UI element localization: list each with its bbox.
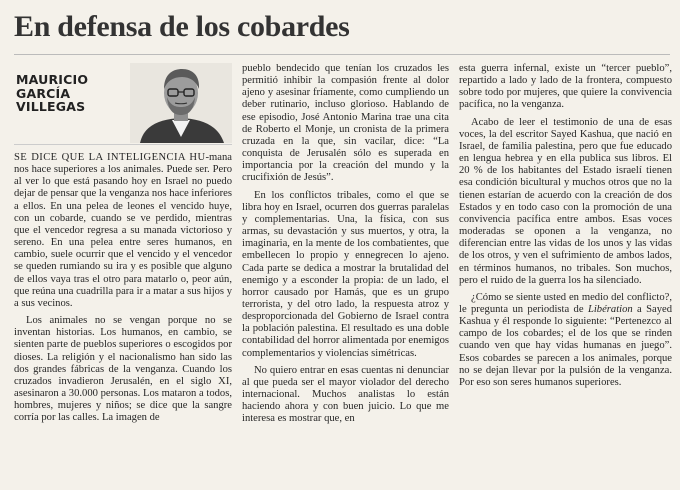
title-divider [14,54,670,55]
byline [14,63,232,145]
paragraph: pueblo bendecido que tenían los cruzados les permitió inhibir la compasión frente al dolor ajeno y asesinar fríamente, como cumpliendo un deber rutinario, incluso glorioso. Hablando de ese episodio, José Antonio Marina trae una cita de Roberto el Monje, un cronista de la primera cruzada en la que, sin vacilar, dice: “La conquista de Jerusalén sólo es superada en importancia por la creación del mundo y la crucifixión de Jesús”. [242,63,449,184]
article-title: En defensa de los cobardes [14,10,350,43]
paragraph: ¿Cómo se siente usted en medio del conflicto?, le pregunta un periodista de Libération a Sayed Kashua y él responde lo siguiente: “Pertenezco al campo de los cobardes; el de los que se rinden cuando ven que hay vidas humanas en juego”. Esos cobardes se parecen a los animales, porque no se dejan llevar por la pulsión de la venganza. Por eso son seres humanos superiores. [459,291,673,388]
column-1 [14,63,232,424]
paragraph: Los animales no se vengan porque no se inventan historias. Los humanos, en cambio, se sienten parte de pueblos superiores o escogidos por dioses. La religión y el nacionalismo han sido las dos grandes fábricas de la venganza. Cuando los cruzados invadieron Jerusalén, en el siglo XI, asesinaron a 30.000 personas. Los mataron a todos, hombres, mujeres y niños; se dice que la sangre corría por las calles. La imagen de [14,315,232,424]
paragraph: SE DICE QUE LA INTELIGENCIA HU-mana nos hace superiores a los animales. Puede ser. Pero al ver lo que está pasando hoy en Israel no puedo dejar de pensar que la venganza nos hace inferiores a ellos. En una pelea de leones el vencido huye, con un cobarde, cuando se ve perdido, mientras que el vencedor regresa a su manada victorioso y sereno. En una pelea entre seres humanos, en cambio, suele ocurrir que el vencido y el vencedor se queden rumiando su ira y es posible que alguno de ellos vaya tras el otro para matarlo o, peor aún, que reúna una cuadrilla para ir a matar a sus hijos y a sus vecinos. [14,152,232,309]
author-portrait [130,63,232,143]
author-name: MAURICIO GARCÍA VILLEGAS [16,72,89,114]
column-3 [459,63,672,389]
paragraph: Acabo de leer el testimonio de una de esas voces, la del escritor Sayed Kashua, que nació en Israel, de familia palestina, pero que fue educado en lengua hebrea y en ella publica sus libros. El 20 % de los habitantes del Estado israelí tienen esa condición bicultural y muchos otros que no la tienen estarían de acuerdo con la creación de dos Estados y en todo caso con la promoción de una convivencia pacífica entre ambos. Esas voces moderadas se oponen a la venganza, no diferencian entre las vidas de los unos y las vidas de los otros, y ven el sufrimiento de ambos lados, en términos humanos, no tribales. Son muchos, pero el ruido de la guerra los ha silenciado. [459,116,672,286]
paragraph: En los conflictos tribales, como el que se libra hoy en Israel, ocurren dos guerras paralelas y complementarias. Una, la física, con sus armas, su devastación y sus muertos, y otra, la imaginaria, en la mente de los combatientes, que embellecen lo propio y ennegrecen lo ajeno. Cada parte se dedica a mostrar la brutalidad del enemigo y a esconder la propia: de un lado, el horror causado por Hamás, que es un grupo terrorista, y del otro lado, la respuesta atroz y desproporcionada del Gobierno de Israel contra la población palestina. El resultado es una doble contabilidad del horror alimentada por enemigos complementarios y violencias simétricas. [242,189,449,359]
paragraph: No quiero entrar en esas cuentas ni denunciar al que pueda ser el mayor violador del derecho internacional. Muchos analistas lo están haciendo ahora y con buen juicio. Lo que me interesa es mostrar que, en [242,364,449,425]
column-2 [242,63,449,426]
paragraph: esta guerra infernal, existe un “tercer pueblo”, repartido a lado y lado de la frontera, compuesto sobre todo por mujeres, que quiere la convivencia pacífica, no la venganza. [459,63,672,111]
